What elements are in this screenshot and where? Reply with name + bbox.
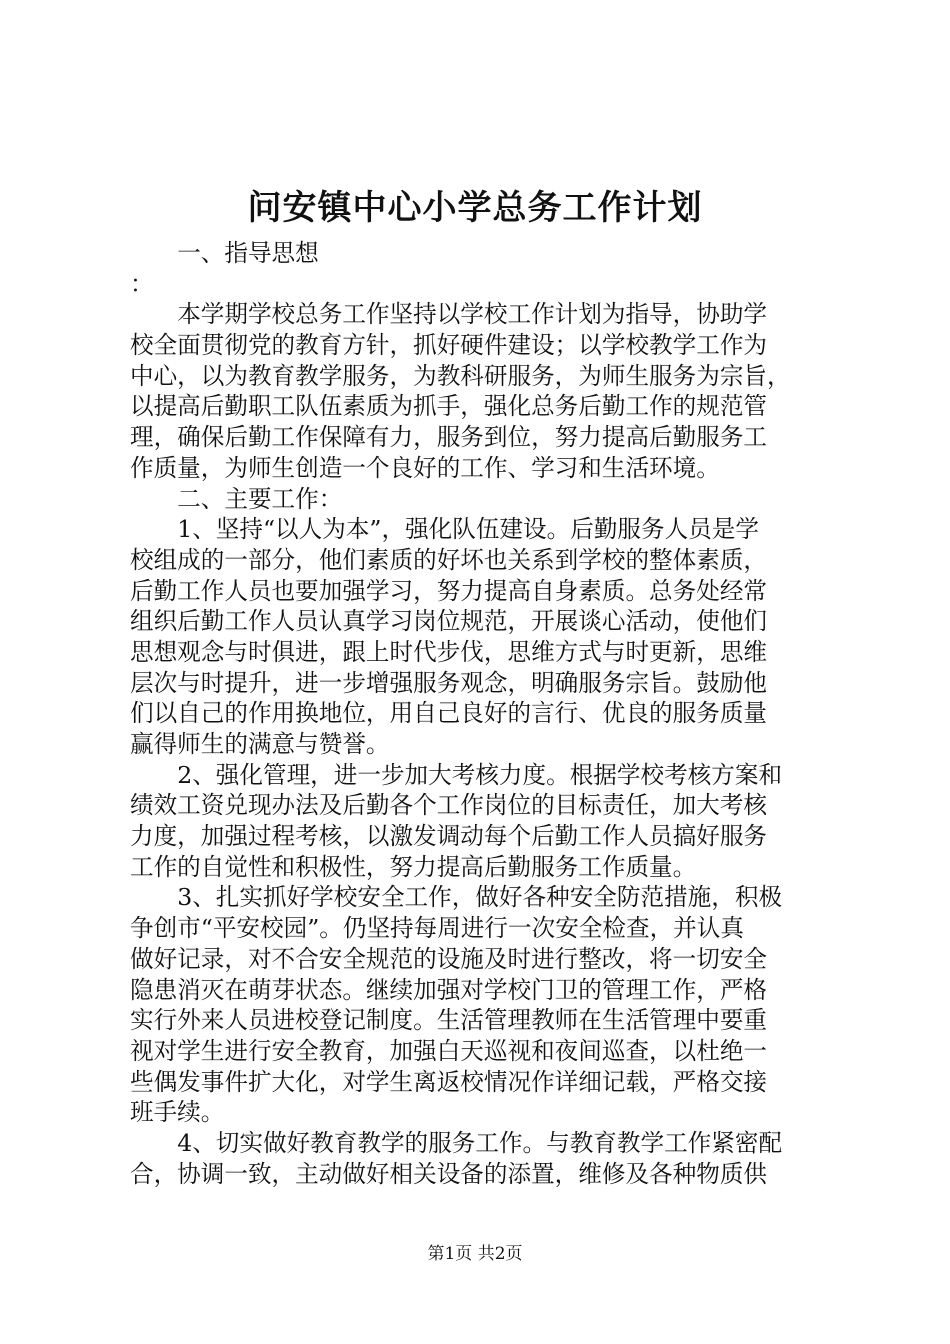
text-line: 合，协调一致，主动做好相关设备的添置，维修及各种物质供: [130, 1159, 768, 1188]
text-line: 力度，加强过程考核，以激发调动每个后勤工作人员搞好服务: [130, 822, 768, 851]
text-line: 班手续。: [130, 1098, 225, 1127]
text-line: 4、切实做好教育教学的服务工作。与教育教学工作紧密配: [177, 1128, 783, 1157]
text-line: ：: [130, 269, 154, 298]
text-line: 校全面贯彻党的教育方针，抓好硬件建设；以学校教学工作为: [130, 331, 768, 360]
text-line: 们以自己的作用换地位，用自己良好的言行、优良的服务质量: [130, 699, 768, 728]
text-line: 本学期学校总务工作坚持以学校工作计划为指导，协助学: [177, 300, 768, 329]
text-line: 些偶发事件扩大化，对学生离返校情况作详细记载，严格交接: [130, 1067, 768, 1096]
text-line: 校组成的一部分，他们素质的好坏也关系到学校的整体素质，: [130, 545, 768, 574]
text-line: 理，确保后勤工作保障有力，服务到位，努力提高后勤服务工: [130, 423, 768, 452]
text-line: 以提高后勤职工队伍素质为抓手，强化总务后勤工作的规范管: [130, 392, 768, 421]
text-line: 2、强化管理，进一步加大考核力度。根据学校考核方案和: [177, 760, 783, 789]
page-footer: 第1页 共2页: [427, 1244, 523, 1264]
text-line: 1、坚持“以人为本”，强化队伍建设。后勤服务人员是学: [177, 515, 759, 544]
text-line: 组织后勤工作人员认真学习岗位规范，开展谈心活动，使他们: [130, 607, 768, 636]
document-body: [130, 208, 832, 1189]
text-line: 实行外来人员进校登记制度。生活管理教师在生活管理中要重: [130, 1006, 768, 1035]
text-line: 视对学生进行安全教育，加强白天巡视和夜间巡查，以杜绝一: [130, 1036, 768, 1065]
text-line: 一、指导思想: [177, 239, 319, 267]
text-line: 绩效工资兑现办法及后勤各个工作岗位的目标责任，加大考核: [130, 791, 768, 820]
text-line: 思想观念与时俱进，跟上时代步伐，思维方式与时更新，思维: [130, 637, 768, 666]
text-line: 3、扎实抓好学校安全工作，做好各种安全防范措施，积极: [177, 883, 783, 912]
document-title: 问安镇中心小学总务工作计划: [247, 188, 703, 228]
text-line: 赢得师生的满意与赞誉。: [130, 730, 390, 758]
text-line: 做好记录，对不合安全规范的设施及时进行整改，将一切安全: [130, 944, 768, 973]
text-line: 二、主要工作：: [177, 484, 343, 513]
text-line: 作质量，为师生创造一个良好的工作、学习和生活环境。: [130, 453, 720, 482]
text-line: 隐患消灭在萌芽状态。继续加强对学校门卫的管理工作，严格: [130, 975, 768, 1004]
text-line: 后勤工作人员也要加强学习，努力提高自身素质。总务处经常: [130, 576, 768, 605]
text-line: 工作的自觉性和积极性，努力提高后勤服务工作质量。: [130, 852, 697, 881]
text-line: 层次与时提升，进一步增强服务观念，明确服务宗旨。鼓励他: [130, 668, 768, 697]
text-line: 中心，以为教育教学服务，为教科研服务，为师生服务为宗旨，: [130, 361, 791, 390]
text-line: 争创市“平安校园”。仍坚持每周进行一次安全检查，并认真: [130, 914, 744, 943]
